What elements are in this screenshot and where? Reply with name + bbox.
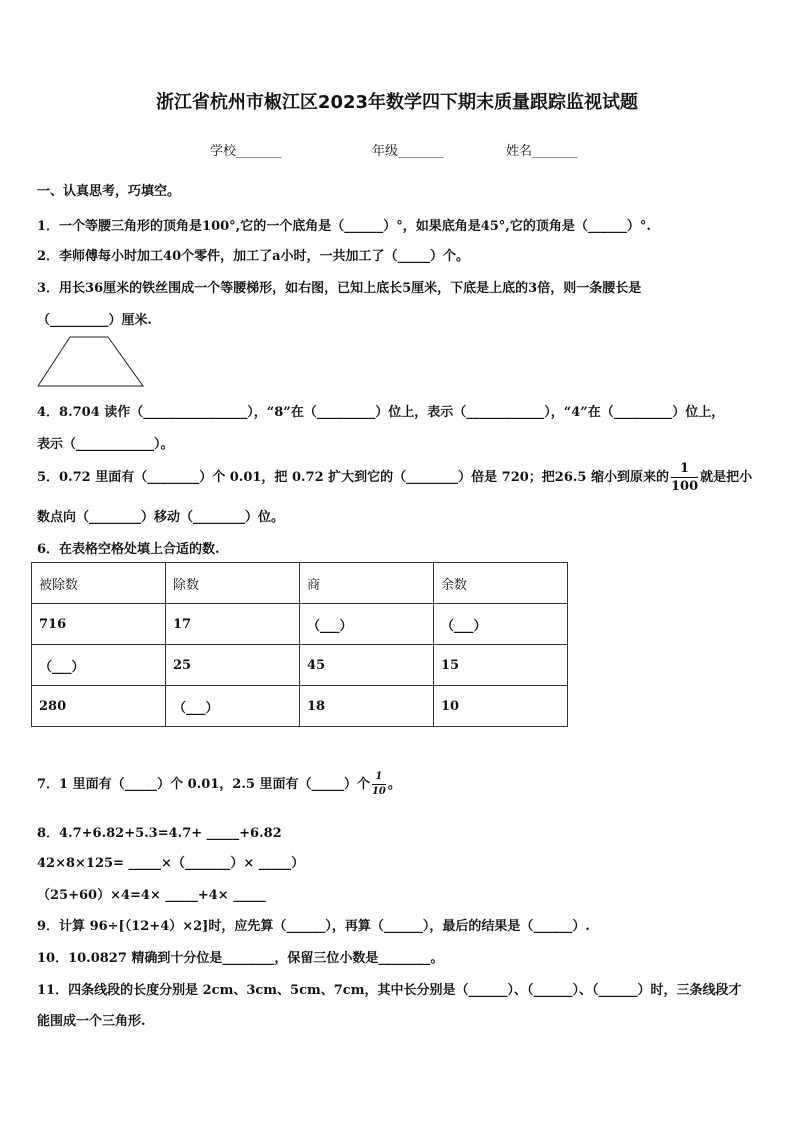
- fraction-denominator: 100: [671, 479, 699, 494]
- question-5-line2: 数点向（________）移动（________）位。: [37, 510, 285, 525]
- question-11-line1: 11．四条线段的长度分别是 2cm、3cm、5cm、7cm，其中长分别是（______）、（______）、（______）时，三条线段才: [37, 983, 742, 998]
- fraction-1-10: [372, 772, 386, 797]
- table-header-cell: 商: [300, 563, 434, 604]
- table-row: [32, 686, 568, 727]
- table-cell: （___）: [300, 604, 434, 645]
- question-10: 10．10.0827 精确到十分位是________，保留三位小数是________。: [37, 951, 444, 966]
- question-4-line1: 4．8.704 读作（________________），“8”在（_________）位上，表示（____________），“4”在（_________）位上，: [37, 405, 725, 420]
- table-cell: 10: [434, 686, 568, 727]
- table-cell: （___）: [166, 686, 300, 727]
- question-1: 1．一个等腰三角形的顶角是100°,它的一个底角是（______）°，如果底角是45°,它的顶角是（______）°.: [37, 219, 651, 234]
- fraction-numerator: 1: [372, 772, 386, 785]
- question-7: [37, 772, 401, 797]
- question-11-line2: 能围成一个三角形.: [37, 1014, 146, 1029]
- question-6-text: 6．在表格空格处填上合适的数.: [37, 542, 220, 557]
- table-cell: 18: [300, 686, 434, 727]
- question-3-line2: （_________）厘米.: [37, 313, 153, 328]
- question-2: 2．李师傅每小时加工40个零件，加工了a小时，一共加工了（_____）个。: [37, 249, 470, 264]
- name-field: 姓名_______: [506, 144, 578, 159]
- table-row: [32, 604, 568, 645]
- trapezoid-figure: [36, 336, 146, 388]
- question-5-text-a: 5．0.72 里面有（________）个 0.01，把 0.72 扩大到它的（________）倍是 720；把26.5 缩小到原来的: [37, 470, 669, 485]
- fraction-1-100: [671, 462, 698, 493]
- table-row: [32, 645, 568, 686]
- question-7-text-b: 。: [387, 777, 401, 792]
- table-cell: 45: [300, 645, 434, 686]
- question-3-line1: 3．用长36厘米的铁丝围成一个等腰梯形，如右图，已知上底长5厘米，下底是上底的3倍，则一条腰长是: [37, 281, 642, 296]
- question-8-line2: 42×8×125= _____×（_______）× _____）: [37, 856, 305, 871]
- table-cell: 17: [166, 604, 300, 645]
- fraction-numerator: 1: [671, 462, 698, 478]
- question-5-text-b: 就是把小: [700, 470, 753, 485]
- question-7-text-a: 7．1 里面有（_____）个 0.01，2.5 里面有（_____）个: [37, 777, 370, 792]
- question-8-line3: （25+60）×4=4× _____+4× _____: [37, 888, 266, 903]
- table-cell: 15: [434, 645, 568, 686]
- question-8-line1: 8．4.7+6.82+5.3=4.7+ _____+6.82: [37, 826, 282, 841]
- table-header-cell: 被除数: [32, 563, 166, 604]
- fraction-denominator: 10: [371, 786, 386, 797]
- table-cell: （___）: [32, 645, 166, 686]
- division-table: [31, 562, 568, 727]
- table-header-cell: 除数: [166, 563, 300, 604]
- question-9: 9．计算 96÷[（12+4）×2]时，应先算（______），再算（______），最后的结果是（______）.: [37, 919, 590, 934]
- table-header-row: [32, 563, 568, 604]
- section-heading: 一、认真思考，巧填空。: [37, 184, 181, 199]
- grade-field: 年级_______: [372, 144, 444, 159]
- school-field: 学校_______: [210, 144, 282, 159]
- question-5-line1: [37, 462, 752, 493]
- table-header-cell: 余数: [434, 563, 568, 604]
- table-cell: 716: [32, 604, 166, 645]
- table-cell: 280: [32, 686, 166, 727]
- question-4-line2: 表示（____________）。: [37, 437, 174, 452]
- table-cell: （___）: [434, 604, 568, 645]
- table-cell: 25: [166, 645, 300, 686]
- page-title: 浙江省杭州市椒江区2023年数学四下期末质量跟踪监视试题: [155, 92, 639, 113]
